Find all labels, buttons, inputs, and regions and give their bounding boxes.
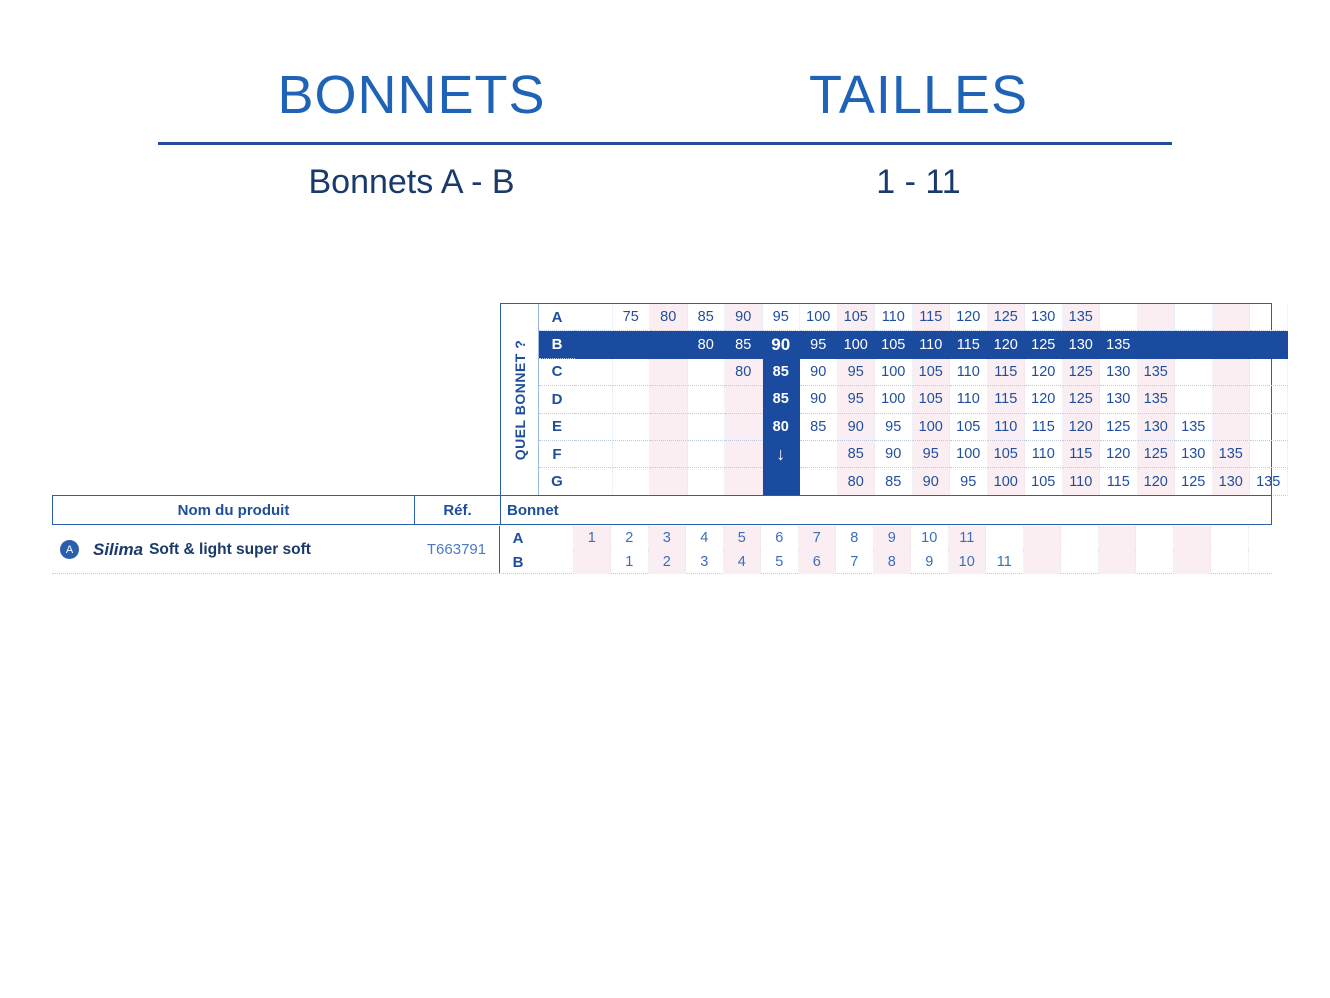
size-cell[interactable]: 115 — [1025, 414, 1063, 441]
size-cell[interactable] — [1250, 414, 1288, 441]
size-cell-selected[interactable]: 90 — [763, 331, 801, 358]
column-header-ref: Réf. — [415, 496, 501, 524]
product-size-cell[interactable]: 6 — [799, 550, 837, 574]
product-size-cell[interactable] — [1024, 550, 1062, 574]
size-cell[interactable]: 80 — [838, 468, 876, 495]
size-cell[interactable]: 130 — [1100, 386, 1138, 413]
product-size-cell[interactable] — [1099, 550, 1137, 574]
product-size-cell[interactable]: 6 — [761, 526, 799, 550]
size-cell[interactable] — [575, 468, 613, 495]
size-cell[interactable]: 120 — [1063, 414, 1101, 441]
size-cell[interactable]: 125 — [1175, 468, 1213, 495]
cup-row-label: A — [512, 529, 524, 547]
size-cell[interactable]: 85 — [688, 304, 726, 331]
product-size-cell[interactable] — [986, 526, 1024, 550]
header-title-tailles: TAILLES — [808, 65, 1029, 125]
product-size-cell[interactable] — [1061, 550, 1099, 574]
size-cell[interactable]: 115 — [950, 331, 988, 358]
size-cell[interactable] — [725, 386, 763, 413]
size-cell[interactable] — [575, 386, 613, 413]
size-cell[interactable]: 120 — [1025, 359, 1063, 386]
product-size-cell[interactable] — [536, 526, 574, 550]
size-cell[interactable] — [1213, 359, 1251, 386]
size-grid-row-label: G — [539, 468, 575, 495]
size-cell[interactable]: 120 — [950, 304, 988, 331]
table-row — [539, 414, 1271, 441]
size-cell[interactable]: 95 — [800, 331, 838, 358]
size-cell[interactable]: 100 — [838, 331, 876, 358]
header-divider — [158, 142, 1172, 145]
size-cell[interactable]: 110 — [950, 386, 988, 413]
product-size-cell[interactable]: 9 — [874, 526, 912, 550]
size-cell[interactable] — [1138, 304, 1176, 331]
product-size-cell[interactable]: 8 — [836, 526, 874, 550]
product-size-cell[interactable] — [1211, 550, 1249, 574]
size-cell[interactable]: 125 — [1063, 386, 1101, 413]
size-cell[interactable]: 100 — [950, 441, 988, 468]
size-grid — [500, 303, 1281, 495]
size-cell[interactable] — [1175, 331, 1213, 358]
product-size-cell[interactable] — [1174, 526, 1212, 550]
size-cell[interactable]: 95 — [838, 386, 876, 413]
column-header-bonnet: Bonnet — [507, 501, 559, 519]
size-cell[interactable]: 90 — [913, 468, 951, 495]
product-cup-row-a — [500, 526, 1272, 550]
size-cell[interactable]: 120 — [1100, 441, 1138, 468]
size-cell[interactable] — [688, 386, 726, 413]
size-grid-row-cells — [575, 386, 1288, 413]
size-cell[interactable]: 90 — [800, 386, 838, 413]
product-size-cell[interactable]: 1 — [574, 526, 612, 550]
size-cell[interactable]: 135 — [1100, 331, 1138, 358]
header-titles-row — [158, 60, 1172, 125]
size-cell[interactable]: 130 — [1063, 331, 1101, 358]
size-cell[interactable]: 135 — [1213, 441, 1251, 468]
table-row — [539, 304, 1271, 331]
size-cell[interactable] — [1250, 304, 1288, 331]
size-cell[interactable]: 80 — [688, 331, 726, 358]
size-grid-vertical-label — [501, 304, 539, 495]
size-grid-vertical-label-text: QUEL BONNET ? — [511, 339, 528, 460]
size-cell[interactable]: 80 — [650, 304, 688, 331]
size-cell[interactable] — [613, 441, 651, 468]
size-cell[interactable]: 135 — [1250, 468, 1288, 495]
table-row-highlighted — [539, 331, 1271, 358]
size-cell[interactable]: 135 — [1175, 414, 1213, 441]
product-name-cell — [52, 526, 414, 573]
product-size-cell[interactable]: 8 — [874, 550, 912, 574]
size-grid-row-cells — [575, 304, 1288, 331]
product-size-cell[interactable]: 7 — [836, 550, 874, 574]
size-cell[interactable]: 105 — [950, 414, 988, 441]
size-cell[interactable]: 85 — [838, 441, 876, 468]
product-ref: T663791 — [414, 526, 500, 573]
table-row — [539, 359, 1271, 386]
size-grid-row-cells — [575, 331, 1288, 358]
size-cell[interactable] — [688, 359, 726, 386]
size-cell[interactable]: 125 — [1100, 414, 1138, 441]
size-cell[interactable] — [650, 386, 688, 413]
size-cell[interactable] — [1250, 386, 1288, 413]
size-cell[interactable]: 130 — [1025, 304, 1063, 331]
product-size-cell[interactable]: 5 — [724, 526, 762, 550]
size-cell[interactable]: 105 — [913, 386, 951, 413]
product-size-cell[interactable] — [1211, 526, 1249, 550]
product-size-cell[interactable] — [1136, 550, 1174, 574]
size-cell[interactable]: 130 — [1138, 414, 1176, 441]
size-grid-row-cells — [575, 441, 1288, 468]
size-cell[interactable]: 120 — [1025, 386, 1063, 413]
size-cell[interactable]: 100 — [875, 386, 913, 413]
size-cell[interactable]: 105 — [913, 359, 951, 386]
size-grid-row-cells — [575, 359, 1288, 386]
size-cell[interactable]: 100 — [913, 414, 951, 441]
product-brand: Silima — [93, 539, 144, 559]
size-grid-row-cells — [575, 414, 1288, 441]
size-cell[interactable]: 135 — [1138, 386, 1176, 413]
header-subtitle-tailles: 1 - 11 — [876, 163, 961, 201]
size-cell[interactable]: 110 — [1063, 468, 1101, 495]
size-cell[interactable]: 100 — [875, 359, 913, 386]
product-size-cell[interactable] — [1061, 526, 1099, 550]
size-cell-column-highlight[interactable]: 85 — [763, 359, 801, 386]
product-size-cell[interactable] — [536, 550, 574, 574]
size-cell[interactable]: 130 — [1175, 441, 1213, 468]
size-cell[interactable]: 125 — [1138, 441, 1176, 468]
size-cell[interactable]: 115 — [1063, 441, 1101, 468]
size-grid-row-label: B — [539, 331, 575, 358]
size-cell[interactable] — [1213, 331, 1251, 358]
product-size-cell[interactable] — [1024, 526, 1062, 550]
header-left-column — [158, 60, 665, 125]
product-cup-row-b — [500, 550, 1272, 574]
size-cell[interactable] — [1175, 386, 1213, 413]
product-table-header — [52, 495, 1272, 525]
header-subtitle-bonnets: Bonnets A - B — [308, 163, 515, 201]
size-cell[interactable]: 90 — [725, 304, 763, 331]
table-row — [539, 386, 1271, 413]
size-cell[interactable] — [575, 331, 613, 358]
size-cell[interactable]: 100 — [800, 304, 838, 331]
page-header — [158, 60, 1172, 220]
size-grid-row-cells — [575, 468, 1288, 495]
cup-row-label: B — [512, 553, 524, 571]
size-cell[interactable] — [650, 441, 688, 468]
table-row[interactable] — [52, 526, 1272, 574]
size-cell[interactable] — [1250, 441, 1288, 468]
size-cell[interactable]: 90 — [875, 441, 913, 468]
product-size-cell[interactable]: 4 — [724, 550, 762, 574]
size-cell[interactable]: 90 — [800, 359, 838, 386]
size-cell[interactable] — [575, 414, 613, 441]
size-cell-column-highlight[interactable]: 85 — [763, 386, 801, 413]
size-cell[interactable]: 125 — [988, 304, 1026, 331]
size-cell-column-highlight[interactable] — [763, 468, 801, 495]
size-cell[interactable]: 115 — [988, 386, 1026, 413]
header-title-bonnets: BONNETS — [277, 65, 546, 125]
size-cell[interactable] — [800, 441, 838, 468]
size-cell[interactable] — [725, 468, 763, 495]
size-cell[interactable]: 105 — [988, 441, 1026, 468]
size-cell[interactable] — [688, 414, 726, 441]
size-cell[interactable]: 95 — [838, 359, 876, 386]
size-cell[interactable] — [1250, 359, 1288, 386]
product-size-cell[interactable]: 2 — [611, 526, 649, 550]
product-size-cell[interactable]: 3 — [649, 526, 687, 550]
table-row — [539, 441, 1271, 468]
product-size-cell[interactable]: 10 — [911, 526, 949, 550]
size-grid-row-label: A — [539, 304, 575, 331]
product-size-cell[interactable]: 2 — [649, 550, 687, 574]
size-cell[interactable]: 115 — [913, 304, 951, 331]
size-grid-rows — [539, 304, 1281, 495]
size-cell[interactable] — [650, 468, 688, 495]
size-cell[interactable] — [1100, 304, 1138, 331]
size-cell[interactable]: 125 — [1063, 359, 1101, 386]
size-grid-row-label: F — [539, 441, 575, 468]
size-cell[interactable] — [800, 468, 838, 495]
product-size-grid — [500, 526, 1272, 573]
status-badge: A — [60, 540, 79, 559]
size-cell[interactable]: 75 — [613, 304, 651, 331]
column-header-product-name: Nom du produit — [53, 496, 415, 524]
product-size-cell[interactable] — [1136, 526, 1174, 550]
product-size-cell[interactable]: 4 — [686, 526, 724, 550]
down-arrow-icon: ↓ — [763, 441, 801, 468]
size-cell[interactable]: 95 — [875, 414, 913, 441]
size-cell[interactable] — [613, 468, 651, 495]
product-size-cell[interactable] — [1174, 550, 1212, 574]
size-cell[interactable] — [1213, 414, 1251, 441]
product-size-cell[interactable]: 3 — [686, 550, 724, 574]
size-cell[interactable] — [575, 359, 613, 386]
header-right-column — [665, 60, 1172, 125]
size-cell[interactable]: 85 — [875, 468, 913, 495]
product-size-cell[interactable]: 1 — [611, 550, 649, 574]
size-grid-row-label: D — [539, 386, 575, 413]
product-size-cell[interactable]: 10 — [949, 550, 987, 574]
size-cell[interactable] — [613, 414, 651, 441]
size-cell[interactable] — [1250, 331, 1288, 358]
size-cell[interactable]: 95 — [950, 468, 988, 495]
size-cell[interactable] — [1213, 304, 1251, 331]
size-cell[interactable]: 110 — [950, 359, 988, 386]
size-cell[interactable]: 120 — [988, 331, 1026, 358]
size-cell[interactable]: 85 — [725, 331, 763, 358]
size-cell[interactable]: 95 — [763, 304, 801, 331]
size-cell[interactable] — [575, 304, 613, 331]
size-cell[interactable]: 130 — [1213, 468, 1251, 495]
product-size-cell[interactable]: 9 — [911, 550, 949, 574]
product-size-cell[interactable] — [1099, 526, 1137, 550]
size-cell[interactable]: 120 — [1138, 468, 1176, 495]
size-cell[interactable] — [1175, 359, 1213, 386]
size-cell[interactable]: 105 — [838, 304, 876, 331]
product-size-cell[interactable]: 5 — [761, 550, 799, 574]
size-cell[interactable]: 95 — [913, 441, 951, 468]
size-cell[interactable] — [650, 414, 688, 441]
size-cell[interactable]: 105 — [875, 331, 913, 358]
size-cell[interactable]: 80 — [725, 359, 763, 386]
size-cell[interactable] — [725, 414, 763, 441]
size-cell[interactable]: 135 — [1063, 304, 1101, 331]
size-cell[interactable] — [1175, 304, 1213, 331]
size-cell[interactable] — [688, 441, 726, 468]
size-cell[interactable] — [613, 331, 651, 358]
size-cell[interactable]: 85 — [800, 414, 838, 441]
size-cell[interactable]: 110 — [1025, 441, 1063, 468]
size-cell[interactable] — [650, 359, 688, 386]
size-cell[interactable] — [650, 331, 688, 358]
size-cell[interactable] — [1213, 386, 1251, 413]
size-cell[interactable]: 110 — [988, 414, 1026, 441]
product-name: Soft & light super soft — [149, 540, 311, 558]
size-cell-column-highlight[interactable]: 80 — [763, 414, 801, 441]
size-cell[interactable]: 100 — [988, 468, 1026, 495]
size-cell[interactable] — [688, 468, 726, 495]
size-cell[interactable]: 135 — [1138, 359, 1176, 386]
size-cell[interactable]: 115 — [1100, 468, 1138, 495]
size-cell[interactable]: 90 — [838, 414, 876, 441]
size-cell[interactable] — [575, 441, 613, 468]
size-cell[interactable]: 110 — [875, 304, 913, 331]
size-cell[interactable] — [613, 359, 651, 386]
size-cell[interactable] — [1138, 331, 1176, 358]
size-cell[interactable]: 115 — [988, 359, 1026, 386]
size-cell[interactable]: 105 — [1025, 468, 1063, 495]
size-grid-row-label: E — [539, 414, 575, 441]
size-cell[interactable] — [613, 386, 651, 413]
product-size-cell[interactable]: 11 — [986, 550, 1024, 574]
product-size-cell[interactable]: 7 — [799, 526, 837, 550]
size-cell[interactable]: 125 — [1025, 331, 1063, 358]
product-size-cell[interactable] — [574, 550, 612, 574]
size-cell[interactable]: 110 — [913, 331, 951, 358]
product-size-cell[interactable]: 11 — [949, 526, 987, 550]
size-grid-row-label: C — [539, 359, 575, 386]
size-cell[interactable] — [725, 441, 763, 468]
header-subtitles-row — [158, 163, 1172, 202]
size-cell[interactable]: 130 — [1100, 359, 1138, 386]
table-row — [539, 468, 1281, 495]
